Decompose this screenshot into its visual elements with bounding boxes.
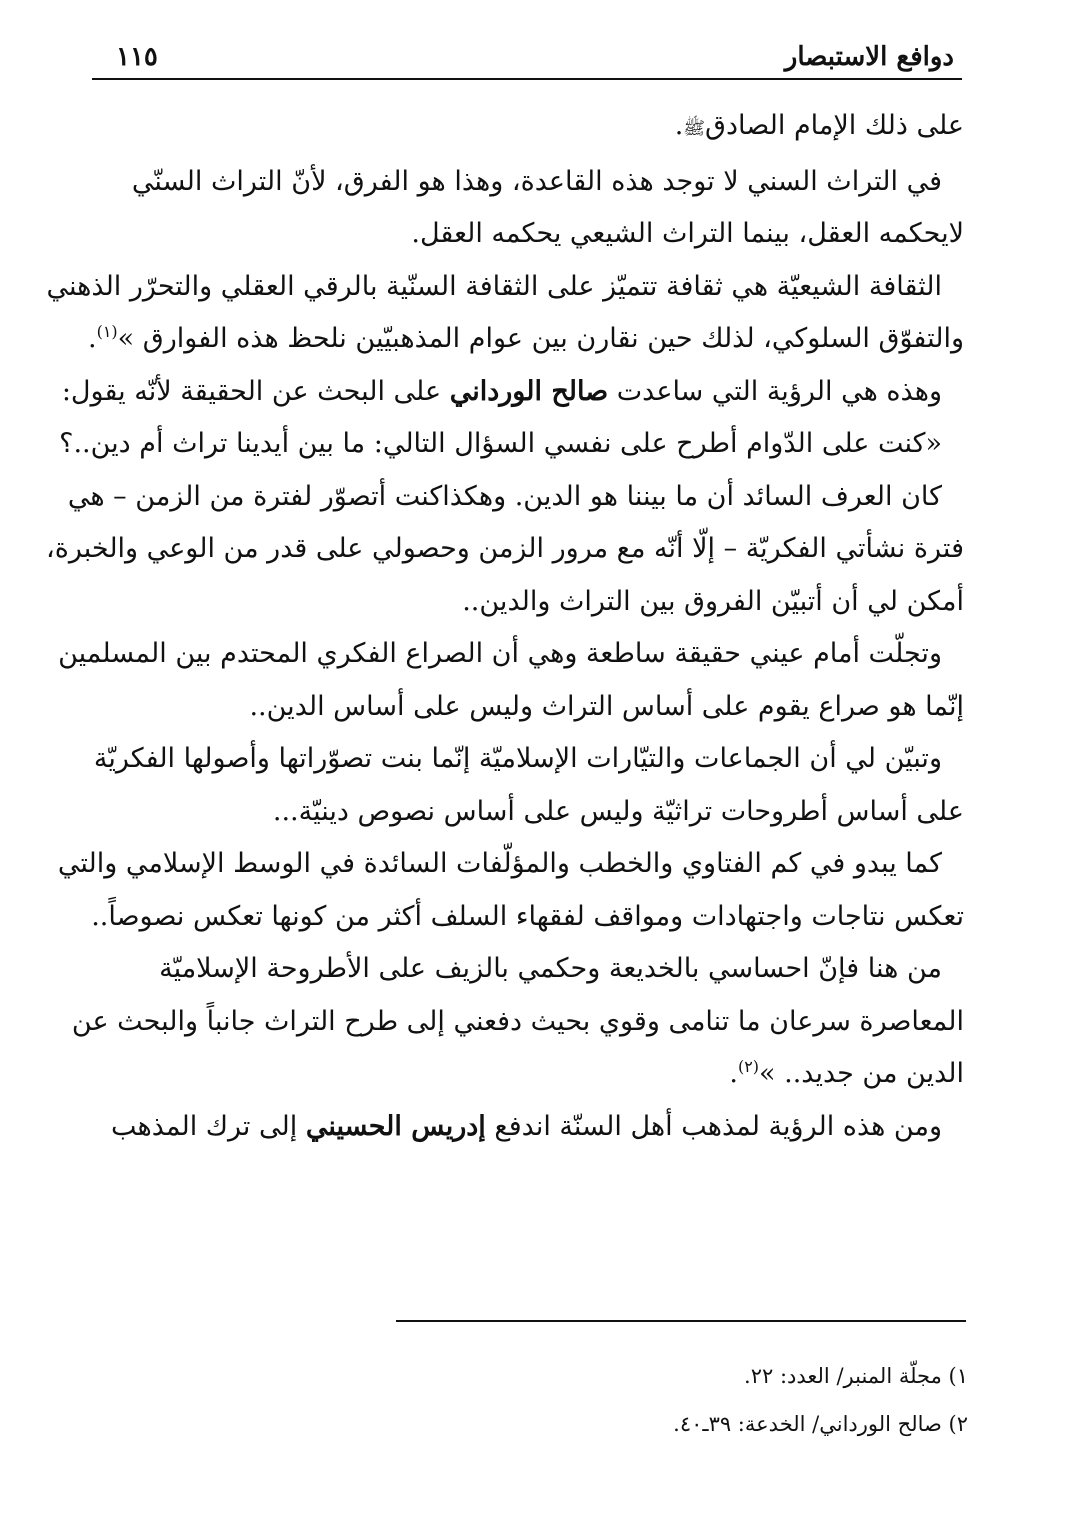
footnotes <box>368 1352 968 1448</box>
text-line: «كنت على الدّوام أطرح على نفسي السؤال التالي: ما بين أيدينا تراث أم دين..؟ <box>59 428 942 459</box>
text-line: الدين من جديد.. »$^{(٢)}$. <box>729 1057 964 1089</box>
text-line: وتبيّن لي أن الجماعات والتيّارات الإسلاميّة إنّما بنت تصوّراتها وأصولها الفكريّة <box>93 743 942 774</box>
text-line: كان العرف السائد أن ما بيننا هو الدين. وهكذاكنت أتصوّر لفترة من الزمن – هي <box>67 480 942 512</box>
text-line: وتجلّت أمام عيني حقيقة ساطعة وهي أن الصراع الفكري المحتدم بين المسلمين <box>58 638 942 669</box>
text-line: إنّما هو صراع يقوم على أساس التراث وليس على أساس الدين.. <box>249 690 964 722</box>
main-text <box>46 100 964 1153</box>
page-number: ١١٥ <box>116 42 158 72</box>
text-line: الثقافة الشيعيّة هي ثقافة تتميّز على الثقافة السنّية بالرقي العقلي والتحرّر الذهني <box>46 270 942 302</box>
footnote: ١) مجلّة المنبر/ العدد: ٢٢. <box>744 1364 968 1388</box>
running-title: دوافع الاستبصار <box>784 42 954 72</box>
text-line: وهذه هي الرؤية التي ساعدت صالح الورداني على البحث عن الحقيقة لأنّه يقول: <box>61 375 942 407</box>
text-line: المعاصرة سرعان ما تنامى وقوي بحيث دفعني إلى طرح التراث جانباً والبحث عن <box>71 1005 964 1037</box>
footnote-divider <box>396 1320 966 1322</box>
text-line: كما يبدو في كم الفتاوي والخطب والمؤلّفات السائدة في الوسط الإسلامي والتي <box>57 848 942 879</box>
footnote: ٢) صالح الورداني/ الخدعة: ٣٩ـ٤٠. <box>673 1412 968 1436</box>
text-line: في التراث السني لا توجد هذه القاعدة، وهذا هو الفرق، لأنّ التراث السنّي <box>131 165 942 197</box>
text-line: من هنا فإنّ احساسي بالخديعة وحكمي بالزيف على الأطروحة الإسلاميّة <box>159 953 942 984</box>
text-line: لايحكمه العقل، بينما التراث الشيعي يحكمه العقل. <box>411 218 964 249</box>
page-header <box>92 28 962 80</box>
text-line: تعكس نتاجات واجتهادات ومواقف لفقهاء السلف أكثر من كونها تعكس نصوصاً.. <box>91 900 964 932</box>
text-line: فترة نشأتي الفكريّة – إلّا أنّه مع مرور الزمن وحصولي على قدر من الوعي والخبرة، <box>46 533 964 564</box>
author-name: صالح الورداني <box>449 375 609 407</box>
footnote-ref: (٢) <box>737 1057 760 1076</box>
text-line: والتفوّق السلوكي، لذلك حين نقارن بين عوام المذهبيّين نلحظ هذه الفوارق »$^{(١)}$. <box>87 322 964 354</box>
text-line: على أساس أطروحات تراثيّة وليس على أساس نصوص دينيّة... <box>272 795 964 827</box>
honorific-glyph: ﷺ <box>683 118 706 139</box>
footnote-ref: (١) <box>96 322 118 341</box>
text-line: أمكن لي أن أتبيّن الفروق بين التراث والدين.. <box>462 585 964 617</box>
text-line: ومن هذه الرؤية لمذهب أهل السنّة اندفع إدريس الحسيني إلى ترك المذهب <box>110 1110 942 1142</box>
author-name: إدريس الحسيني <box>305 1110 486 1142</box>
text-line: على ذلك الإمام الصادقﷺ. <box>674 110 964 141</box>
